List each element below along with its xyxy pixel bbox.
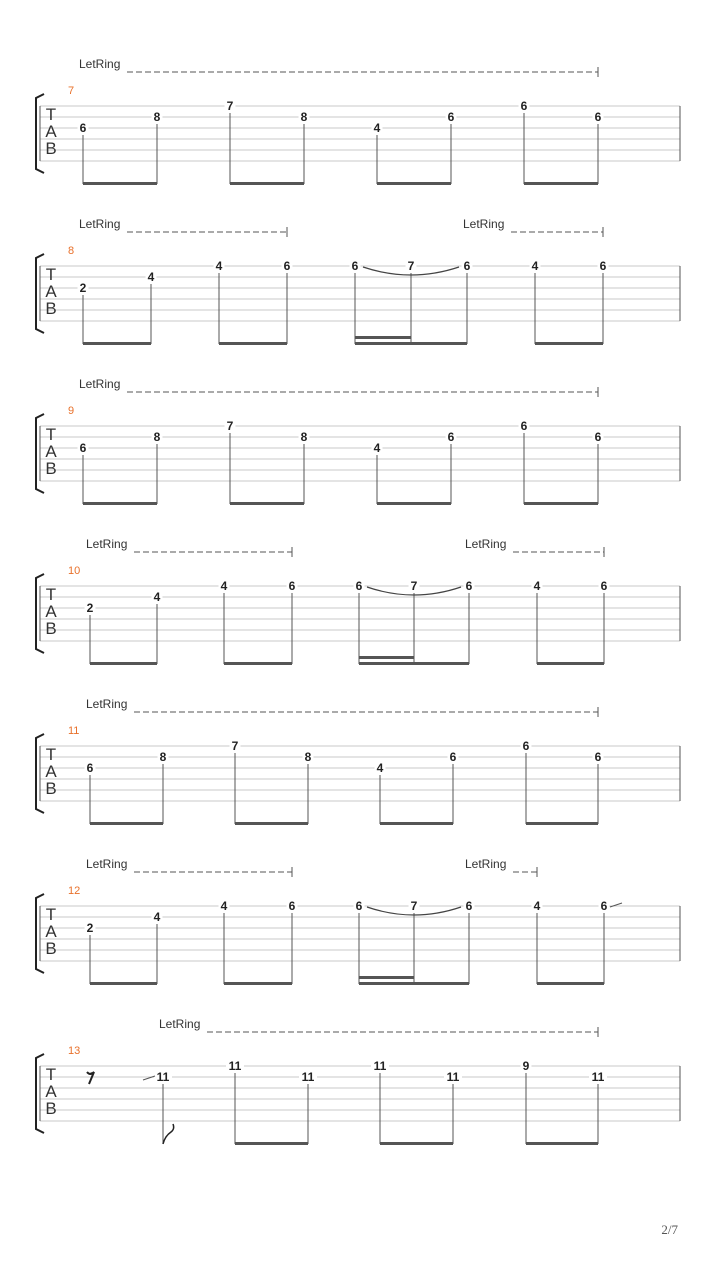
fret-number: 6 xyxy=(86,761,94,775)
beam xyxy=(83,182,157,185)
fret-number: 6 xyxy=(522,739,530,753)
tab-system xyxy=(36,1017,680,1145)
fret-number: 8 xyxy=(300,110,308,124)
fret-number: 7 xyxy=(410,899,418,913)
fret-number: 6 xyxy=(447,430,455,444)
let-ring-label: LetRing xyxy=(79,377,121,391)
measure-number: 12 xyxy=(68,885,81,897)
fret-number: 11 xyxy=(301,1070,315,1084)
fret-number: 6 xyxy=(447,110,455,124)
page-number: 2/7 xyxy=(661,1222,678,1237)
fret-number: 11 xyxy=(156,1070,170,1084)
beam xyxy=(535,342,603,345)
fret-number: 4 xyxy=(531,259,539,273)
tab-clef-letter: A xyxy=(45,922,57,941)
fret-number: 4 xyxy=(373,121,381,135)
tab-system xyxy=(36,857,680,985)
fret-number: 9 xyxy=(522,1059,530,1073)
tab-clef-letter: B xyxy=(45,459,57,478)
fret-number: 6 xyxy=(283,259,291,273)
fret-number: 4 xyxy=(373,441,381,455)
measure-number: 8 xyxy=(68,245,75,257)
fret-number: 7 xyxy=(410,579,418,593)
fret-number: 2 xyxy=(86,601,94,615)
fret-number: 6 xyxy=(79,121,87,135)
beam xyxy=(377,502,451,505)
let-ring-label: LetRing xyxy=(86,537,128,551)
beam xyxy=(526,1142,598,1145)
beam xyxy=(526,822,598,825)
tab-clef-letter: B xyxy=(45,139,57,158)
fret-number: 6 xyxy=(288,579,296,593)
fret-number: 4 xyxy=(376,761,384,775)
tab-system xyxy=(36,537,680,665)
beam xyxy=(537,982,604,985)
fret-number: 6 xyxy=(79,441,87,455)
beam xyxy=(359,982,469,985)
beam xyxy=(224,662,292,665)
tab-clef-letter: T xyxy=(45,585,57,604)
fret-number: 6 xyxy=(520,99,528,113)
fret-number: 6 xyxy=(355,579,363,593)
tab-system xyxy=(36,697,680,825)
fret-number: 6 xyxy=(594,110,602,124)
fret-number: 8 xyxy=(153,110,161,124)
fret-number: 8 xyxy=(300,430,308,444)
note-flag xyxy=(163,1124,174,1144)
fret-number: 4 xyxy=(220,899,228,913)
tab-clef-letter: A xyxy=(45,282,57,301)
beam xyxy=(224,982,292,985)
fret-number: 11 xyxy=(228,1059,242,1073)
beam xyxy=(90,662,157,665)
beam xyxy=(83,342,151,345)
tab-clef-letter: B xyxy=(45,299,57,318)
fret-number: 6 xyxy=(351,259,359,273)
let-ring-label: LetRing xyxy=(465,537,507,551)
beam xyxy=(230,502,304,505)
tab-system xyxy=(36,217,680,345)
fret-number: 2 xyxy=(86,921,94,935)
fret-number: 6 xyxy=(594,750,602,764)
fret-number: 7 xyxy=(407,259,415,273)
beam xyxy=(359,662,469,665)
measure-number: 11 xyxy=(68,725,80,737)
tab-clef-letter: A xyxy=(45,1082,57,1101)
fret-number: 4 xyxy=(153,590,161,604)
fret-number: 6 xyxy=(465,899,473,913)
beam xyxy=(524,182,598,185)
beam xyxy=(219,342,287,345)
fret-number: 7 xyxy=(226,99,234,113)
fret-number: 7 xyxy=(226,419,234,433)
beam xyxy=(230,182,304,185)
fret-number: 4 xyxy=(215,259,223,273)
tab-clef-letter: T xyxy=(45,265,57,284)
fret-number: 6 xyxy=(355,899,363,913)
let-ring-label: LetRing xyxy=(159,1017,201,1031)
tab-clef-letter: A xyxy=(45,442,57,461)
measure-number: 7 xyxy=(68,85,75,97)
fret-number: 2 xyxy=(79,281,87,295)
tab-clef-letter: A xyxy=(45,602,57,621)
tab-clef-letter: T xyxy=(45,745,57,764)
fret-number: 6 xyxy=(449,750,457,764)
tab-clef-letter: T xyxy=(45,105,57,124)
fret-number: 4 xyxy=(533,899,541,913)
beam xyxy=(380,1142,453,1145)
fret-number: 11 xyxy=(591,1070,605,1084)
beam xyxy=(90,822,163,825)
fret-number: 4 xyxy=(533,579,541,593)
fret-number: 4 xyxy=(153,910,161,924)
sub-beam xyxy=(359,976,414,979)
fret-number: 6 xyxy=(599,259,607,273)
beam xyxy=(537,662,604,665)
tab-clef-letter: T xyxy=(45,905,57,924)
sub-beam xyxy=(359,656,414,659)
let-ring-label: LetRing xyxy=(463,217,505,231)
fret-number: 6 xyxy=(465,579,473,593)
fret-number: 8 xyxy=(159,750,167,764)
beam xyxy=(524,502,598,505)
fret-number: 6 xyxy=(600,579,608,593)
tab-clef-letter: T xyxy=(45,1065,57,1084)
tab-clef-letter: A xyxy=(45,762,57,781)
tab-clef-letter: B xyxy=(45,939,57,958)
tab-system xyxy=(36,377,680,505)
tab-clef-letter: B xyxy=(45,1099,57,1118)
beam xyxy=(90,982,157,985)
let-ring-label: LetRing xyxy=(79,57,121,71)
fret-number: 11 xyxy=(373,1059,387,1073)
fret-number: 11 xyxy=(446,1070,460,1084)
measure-number: 9 xyxy=(68,405,75,417)
fret-number: 6 xyxy=(463,259,471,273)
tab-clef-letter: A xyxy=(45,122,57,141)
beam xyxy=(235,822,308,825)
sub-beam xyxy=(355,336,411,339)
fret-number: 4 xyxy=(220,579,228,593)
measure-number: 10 xyxy=(68,565,81,577)
fret-number: 6 xyxy=(594,430,602,444)
fret-number: 6 xyxy=(600,899,608,913)
let-ring-label: LetRing xyxy=(465,857,507,871)
fret-number: 8 xyxy=(153,430,161,444)
beam xyxy=(235,1142,308,1145)
let-ring-label: LetRing xyxy=(86,857,128,871)
beam xyxy=(377,182,451,185)
fret-number: 4 xyxy=(147,270,155,284)
let-ring-label: LetRing xyxy=(86,697,128,711)
fret-number: 6 xyxy=(520,419,528,433)
tab-clef-letter: B xyxy=(45,779,57,798)
tab-clef-letter: B xyxy=(45,619,57,638)
measure-number: 13 xyxy=(68,1045,81,1057)
fret-number: 7 xyxy=(231,739,239,753)
let-ring-label: LetRing xyxy=(79,217,121,231)
tab-system xyxy=(36,57,680,185)
beam xyxy=(83,502,157,505)
fret-number: 8 xyxy=(304,750,312,764)
tab-clef-letter: T xyxy=(45,425,57,444)
fret-number: 6 xyxy=(288,899,296,913)
beam xyxy=(355,342,467,345)
beam xyxy=(380,822,453,825)
eighth-rest: 𝄾 xyxy=(90,1068,94,1082)
